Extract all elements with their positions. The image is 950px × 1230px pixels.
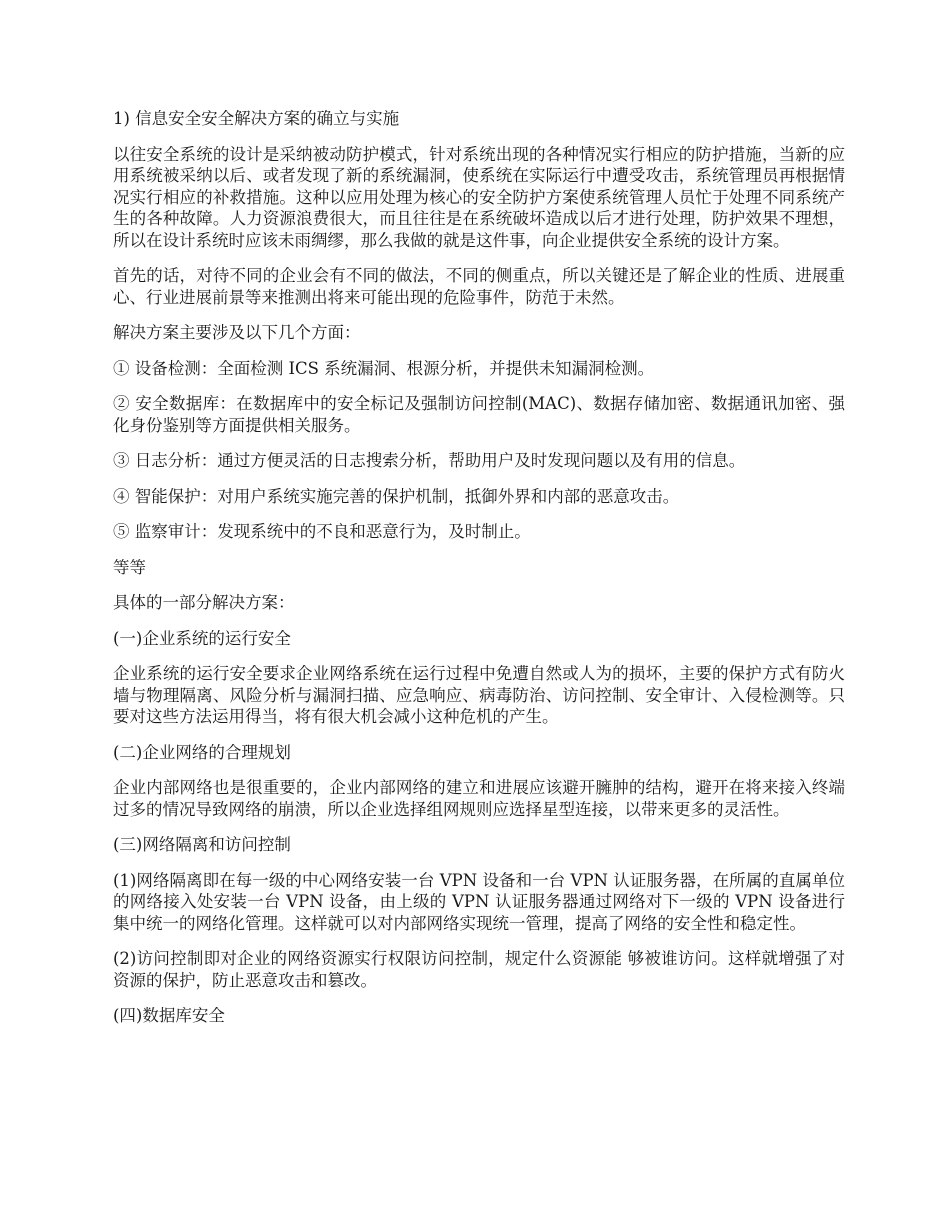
paragraph-operation-security: 企业系统的运行安全要求企业网络系统在运行过程中免遭自然或人为的损坏，主要的保护方式有防火墙与物理隔离、风险分析与漏洞扫描、应急响应、病毒防治、访问控制、安全审计、入侵检测等。只要对这些方法运用得当，将有很大机会减小这种危机的产生。: [113, 664, 845, 726]
list-item-3: ③ 日志分析：通过方便灵活的日志搜索分析，帮助用户及时发现问题以及有用的信息。: [113, 451, 746, 470]
paragraph-intro: 以往安全系统的设计是采纳被动防护模式，针对系统出现的各种情况实行相应的防护措施，当新的应用系统被采纳以后、或者发现了新的系统漏洞，使系统在实际运行中遭受攻击，系统管理员再根据情况实行相应的补救措施。这种以应用处理为核心的安全防护方案使系统管理人员忙于处理不同系统产生的各种故障。人力资源浪费很大，而且往往是在系统破坏造成以后才进行处理，防护效果不理想，所以在设计系统时应该未雨绸缪，那么我做的就是这件事，向企业提供安全系统的设计方案。: [113, 144, 845, 250]
list-item-2: ② 安全数据库：在数据库中的安全标记及强制访问控制(MAC)、数据存储加密、数据通讯加密、强化身份鉴别等方面提供相关服务。: [113, 394, 845, 435]
section-heading-d: (四)数据库安全: [113, 1006, 225, 1025]
section-heading-c: (三)网络隔离和访问控制: [113, 835, 291, 854]
paragraph-aspects: 解决方案主要涉及以下几个方面：: [113, 323, 361, 342]
list-item-4: ④ 智能保护：对用户系统实施完善的保护机制，抵御外界和内部的恶意攻击。: [113, 486, 680, 506]
section-heading-a: (一)企业系统的运行安全: [113, 628, 291, 648]
paragraph-specific: 具体的一部分解决方案：: [113, 593, 295, 612]
paragraph-access-control: (2)访问控制即对企业的网络资源实行权限访问控制，规定什么资源能 够被谁访问。这样就增强了对资源的保护，防止恶意攻击和篡改。: [113, 949, 845, 990]
paragraph-etc: 等等: [113, 557, 146, 577]
list-item-5: ⑤ 监察审计：发现系统中的不良和恶意行为，及时制止。: [113, 522, 531, 541]
paragraph-network-planning: 企业内部网络也是很重要的，企业内部网络的建立和进展应该避开臃肿的结构，避开在将来接入终端过多的情况导致网络的崩溃，所以企业选择组网规则应选择星型连接，以带来更多的灵活性。: [113, 778, 845, 819]
paragraph-isolation: (1)网络隔离即在每一级的中心网络安装一台 VPN 设备和一台 VPN 认证服务器，在所属的直属单位的网络接入处安装一台 VPN 设备，由上级的 VPN 认证服务器通过网络对下一级的 VPN 设备进行集中统一的网络化管理。这样就可以对内部网络实现统一管理，提高了网络的安全性和稳定性。: [113, 870, 845, 933]
paragraph-first: 首先的话，对待不同的企业会有不同的做法，不同的侧重点，所以关键还是了解企业的性质、进展重心、行业进展前景等来推测出将来可能出现的危险事件，防范于未然。: [113, 266, 845, 307]
document-page: [113, 108, 845, 1041]
section-heading-1: 1) 信息安全安全解决方案的确立与实施: [113, 109, 400, 128]
list-item-1: ① 设备检测：全面检测 ICS 系统漏洞、根源分析，并提供未知漏洞检测。: [113, 358, 655, 378]
section-heading-b: (二)企业网络的合理规划: [113, 742, 291, 762]
